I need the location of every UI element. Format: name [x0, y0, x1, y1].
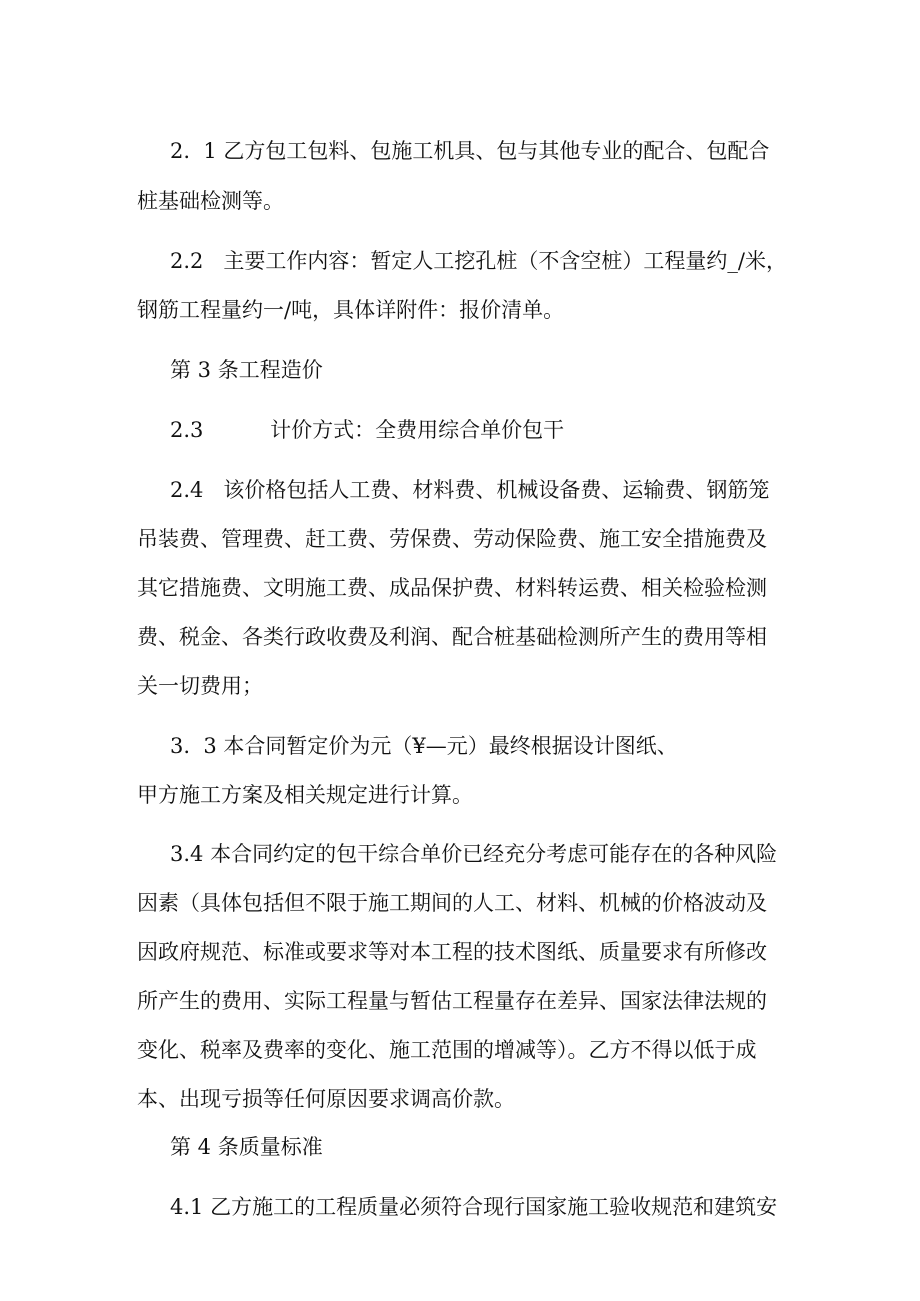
clause-2-2-line-2: 钢筋工程量约一/吨，具体详附件：报价清单。 — [137, 298, 565, 322]
clause-3-3-line-1: 3. 3 本合同暂定价为元（¥—元）最终根据设计图纸、 — [170, 734, 678, 758]
clause-4-1-line-1: 4.1 乙方施工的工程质量必须符合现行国家施工验收规范和建筑安 — [170, 1195, 778, 1219]
clause-2-4-line-2: 吊装费、管理费、赶工费、劳保费、劳动保险费、施工安全措施费及 — [137, 527, 767, 551]
clause-3-3-line-2: 甲方施工方案及相关规定进行计算。 — [137, 783, 473, 807]
clause-2-3-line-1: 2.3 计价方式：全费用综合单价包干 — [170, 418, 565, 442]
clause-2-4-line-3: 其它措施费、文明施工费、成品保护费、材料转运费、相关检验检测 — [137, 576, 767, 600]
clause-3-4-line-6: 本、出现亏损等任何原因要求调高价款。 — [137, 1087, 515, 1111]
clause-3-4-line-5: 变化、税率及费率的变化、施工范围的增减等）。乙方不得以低于成 — [137, 1038, 757, 1062]
clause-2-4-line-4: 费、税金、各类行政收费及利润、配合桩基础检测所产生的费用等相 — [137, 625, 767, 649]
clause-3-4-line-4: 所产生的费用、实际工程量与暂估工程量存在差异、国家法律法规的 — [137, 989, 767, 1013]
clause-2-1-line-1: 2. 1 乙方包工包料、包施工机具、包与其他专业的配合、包配合 — [170, 139, 770, 163]
clause-2-4-line-1: 2.4 该价格包括人工费、材料费、机械设备费、运输费、钢筋笼 — [170, 478, 770, 502]
article-3-heading: 第 3 条工程造价 — [170, 358, 323, 382]
article-4-heading: 第 4 条质量标准 — [170, 1135, 323, 1159]
clause-2-4-line-5: 关一切费用； — [137, 674, 263, 698]
clause-2-2-line-1: 2.2 主要工作内容：暂定人工挖孔桩（不含空桩）工程量约_/米， — [170, 249, 787, 273]
clause-3-4-line-1: 3.4 本合同约定的包干综合单价已经充分考虑可能存在的各种风险 — [170, 842, 778, 866]
clause-3-4-line-2: 因素（具体包括但不限于施工期间的人工、材料、机械的价格波动及 — [137, 891, 767, 915]
clause-2-1-line-2: 桩基础检测等。 — [137, 189, 284, 213]
clause-3-4-line-3: 因政府规范、标准或要求等对本工程的技术图纸、质量要求有所修改 — [137, 940, 767, 964]
